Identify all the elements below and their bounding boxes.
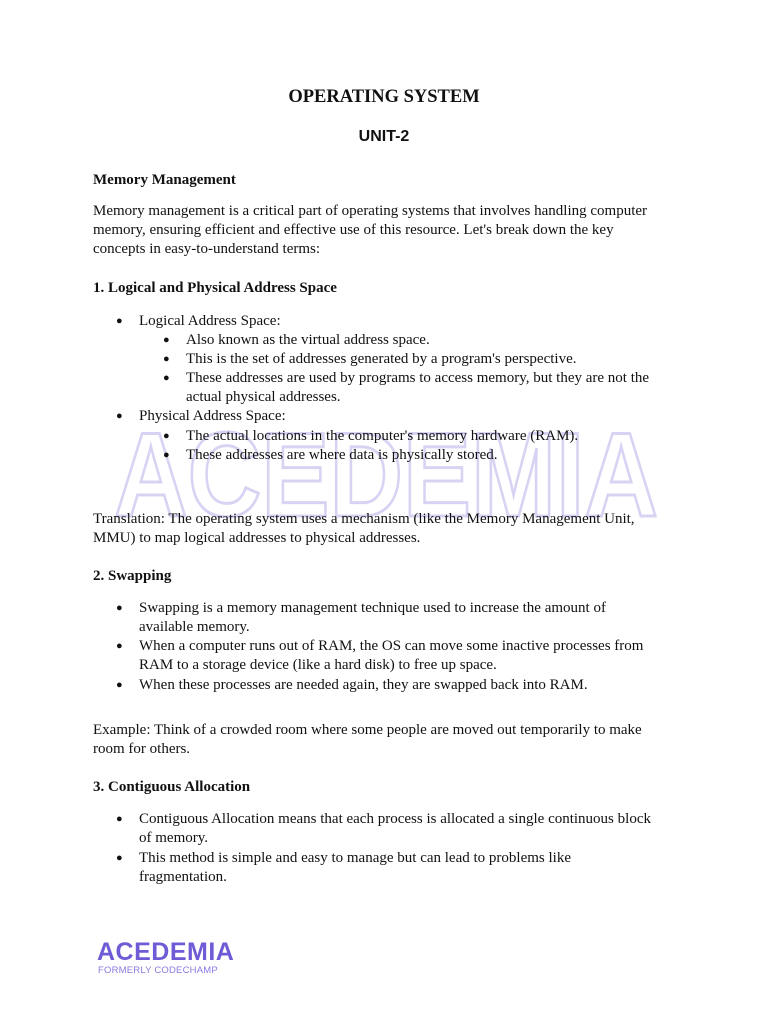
- sub-list-item: This is the set of addresses generated by a program's perspective.: [186, 351, 577, 367]
- list-item: This method is simple and easy to manage but can lead to problems like: [139, 850, 571, 866]
- bullet-icon: ●: [163, 372, 170, 384]
- bullet-icon: ●: [163, 449, 170, 461]
- sub-list-item-continuation: actual physical addresses.: [186, 389, 341, 405]
- list-item-continuation: RAM to a storage device (like a hard disk) to free up space.: [139, 657, 497, 673]
- example-paragraph: room for others.: [93, 741, 191, 757]
- section-heading-memory-management: Memory Management: [93, 172, 236, 188]
- svg-text:ACEDEMIA: ACEDEMIA: [114, 426, 658, 522]
- unit-heading: UNIT-2: [358, 128, 410, 145]
- example-paragraph: Example: Think of a crowded room where some people are moved out temporarily to make: [93, 722, 642, 738]
- translation-paragraph: Translation: The operating system uses a mechanism (like the Memory Management Unit,: [93, 511, 635, 527]
- bullet-icon: ●: [163, 334, 170, 346]
- bullet-icon: ●: [116, 852, 123, 864]
- list-item: When a computer runs out of RAM, the OS can move some inactive processes from: [139, 638, 644, 654]
- bullet-icon: ●: [163, 353, 170, 365]
- list-item: When these processes are needed again, they are swapped back into RAM.: [139, 677, 588, 693]
- section-heading-swapping: 2. Swapping: [93, 568, 172, 584]
- intro-line: memory, ensuring efficient and effective use of this resource. Let's break down the key: [93, 222, 614, 238]
- section-heading-address-space: 1. Logical and Physical Address Space: [93, 280, 337, 296]
- logo-tagline: FORMERLY CODECHAMP: [98, 965, 218, 976]
- bullet-icon: ●: [116, 315, 123, 327]
- translation-paragraph: MMU) to map logical addresses to physical addresses.: [93, 530, 421, 546]
- section-heading-contiguous-allocation: 3. Contiguous Allocation: [93, 779, 251, 795]
- intro-line: concepts in easy-to-understand terms:: [93, 241, 321, 257]
- bullet-icon: ●: [116, 410, 123, 422]
- list-item-continuation: fragmentation.: [139, 869, 227, 885]
- list-item: Swapping is a memory management technique used to increase the amount of: [139, 600, 606, 616]
- sub-list-item: Also known as the virtual address space.: [186, 332, 430, 348]
- sub-list-item: These addresses are where data is physically stored.: [186, 447, 498, 463]
- bullet-icon: ●: [116, 813, 123, 825]
- bullet-icon: ●: [163, 430, 170, 442]
- logo-wordmark: ACEDEMIA: [97, 938, 235, 966]
- bullet-icon: ●: [116, 679, 123, 691]
- list-item-continuation: of memory.: [139, 830, 209, 846]
- bullet-icon: ●: [116, 602, 123, 614]
- sub-list-item: These addresses are used by programs to access memory, but they are not the: [186, 370, 650, 386]
- document-title: OPERATING SYSTEM: [288, 87, 480, 107]
- list-item-physical-address-space: Physical Address Space:: [139, 408, 286, 424]
- bullet-icon: ●: [116, 640, 123, 652]
- intro-line: Memory management is a critical part of operating systems that involves handling computer: [93, 203, 648, 219]
- list-item-logical-address-space: Logical Address Space:: [139, 313, 281, 329]
- sub-list-item: The actual locations in the computer's memory hardware (RAM).: [186, 428, 579, 444]
- list-item: Contiguous Allocation means that each process is allocated a single continuous block: [139, 811, 651, 827]
- list-item-continuation: available memory.: [139, 619, 250, 635]
